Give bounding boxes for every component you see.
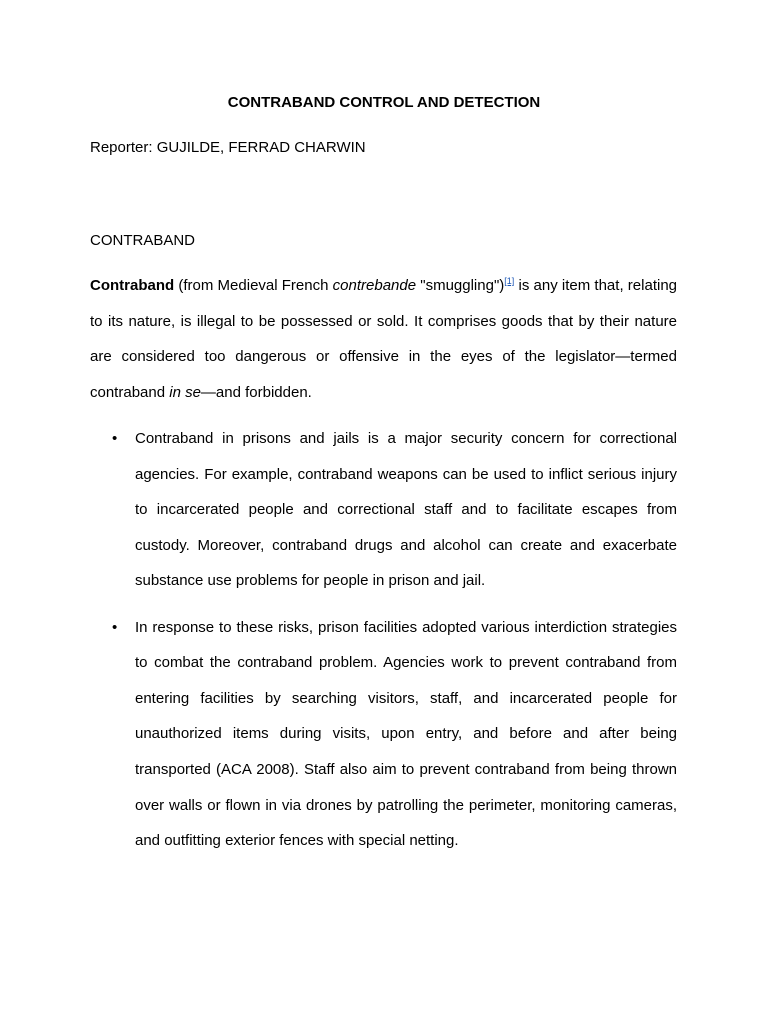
intro-text-part2: "smuggling") (416, 277, 505, 294)
bullet-list (90, 421, 677, 869)
bullet-glyph: • (112, 618, 118, 636)
intro-french-word: contrebande (332, 277, 417, 294)
footnote-reference-link[interactable]: [1] (504, 276, 515, 286)
bullet-item (90, 610, 677, 859)
intro-paragraph (90, 268, 677, 410)
intro-text-part3: is any item that, relating to its nature, is illegal to be possessed or sold. It comprises goods that by their nature are considered too dangerous or offensive in the eyes of the legislator—termed contraband (90, 277, 677, 401)
bullet-item (90, 421, 677, 599)
reporter-line: Reporter: GUJILDE, FERRAD CHARWIN (90, 139, 366, 156)
section-heading: CONTRABAND (90, 232, 196, 249)
intro-text-part4: —and forbidden. (200, 383, 312, 401)
intro-term: Contraband (90, 277, 175, 294)
bullet-text: Contraband in prisons and jails is a major security concern for correctional agencies. For example, contraband weapons can be used to inflict serious injury to incarcerated people and correctional staff and to facilitate escapes from custody. Moreover, contraband drugs and alcohol can create and exacerbate substance use problems for people in prison and jail. (135, 430, 677, 590)
document-title: CONTRABAND CONTROL AND DETECTION (227, 94, 541, 111)
bullet-glyph: • (112, 430, 118, 447)
intro-latin-phrase: in se (169, 383, 201, 401)
bullet-text: In response to these risks, prison facilities adopted various interdiction strategies to combat the contraband problem. Agencies work to prevent contraband from entering facilities by searching visitors, staff, and incarcerated people for unauthorized items during visits, upon entry, and before and after being transported (ACA 2008). Staff also aim to prevent contraband from being thrown over walls or flown in via drones by patrolling the perimeter, monitoring cameras, and outfitting exterior fences with special netting. (135, 618, 677, 850)
intro-text-part1: (from Medieval French (174, 277, 333, 294)
